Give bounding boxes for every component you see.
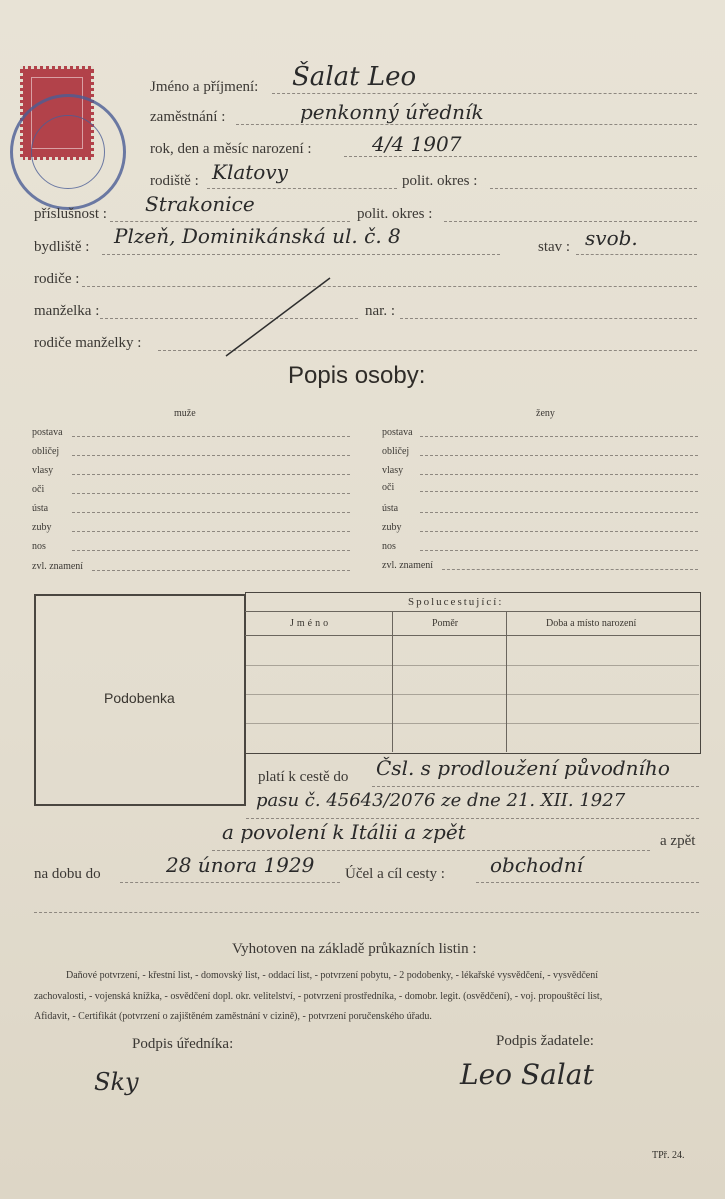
- documents-line: Afidavit, - Certifikát (potvrzení o zajištěném zaměstnání v cizině), - potvrzení poručenského úřadu.: [34, 1011, 432, 1022]
- birthplace-value: Klatovy: [212, 160, 288, 184]
- period-value: 28 února 1929: [166, 853, 315, 877]
- men-header: muže: [174, 408, 196, 419]
- women-field: oči: [382, 482, 395, 493]
- men-field: postava: [32, 427, 63, 438]
- strike-through-mark: [220, 270, 340, 360]
- status-value: svob.: [585, 226, 638, 250]
- status-label: stav :: [538, 239, 571, 255]
- district2-label: polit. okres :: [357, 206, 433, 222]
- women-field: ústa: [382, 503, 399, 514]
- birthplace-label: rodiště :: [150, 173, 199, 189]
- name-label: Jméno a příjmení:: [150, 79, 259, 95]
- validity-line3: a povolení k Itálii a zpět: [222, 820, 466, 844]
- companions-title: Spolucestující:: [408, 596, 504, 608]
- women-field: nos: [382, 541, 396, 552]
- and-back-label: a zpět: [660, 833, 696, 849]
- men-field: nos: [32, 541, 46, 552]
- cancellation-seal-icon: [10, 94, 126, 210]
- documents-line: zachovalosti, - vojenská knížka, - osvědčení dopl. okr. velitelství, - potvrzení prostředníka, - domobr. legit. (osvědčení), - voj. propouštěcí list,: [34, 991, 603, 1002]
- women-field: zuby: [382, 522, 402, 533]
- women-field: zvl. znamení: [382, 560, 434, 571]
- form-code: TPř. 24.: [652, 1150, 685, 1161]
- women-header: ženy: [536, 408, 555, 419]
- men-field: vlasy: [32, 465, 54, 476]
- valid-label: platí k cestě do: [258, 769, 349, 785]
- wife-label: manželka :: [34, 303, 100, 319]
- district-label: polit. okres :: [402, 173, 478, 189]
- name-value: Šalat Leo: [292, 62, 417, 92]
- documents-line: Daňové potvrzení, - křestní list, - domovský list, - oddací list, - potvrzení pobytu, - 2 podobenky, - lékařské vysvědčení, - vysvědčení: [66, 970, 599, 981]
- parents-label: rodiče :: [34, 271, 80, 287]
- wife-parents-label: rodiče manželky :: [34, 335, 142, 351]
- women-field: postava: [382, 427, 413, 438]
- column-header-relation: Poměr: [432, 618, 459, 629]
- women-field: obličej: [382, 446, 410, 457]
- valid-value: Čsl. s prodloužení původního: [376, 756, 670, 780]
- purpose-label: Účel a cíl cesty :: [345, 866, 445, 882]
- born-label: nar. :: [365, 303, 395, 319]
- issued-heading: Vyhotoven na základě průkazních listin :: [232, 941, 477, 957]
- applicant-signature: Leo Salat: [460, 1058, 594, 1091]
- citizenship-label: příslušnost :: [34, 206, 107, 222]
- validity-line2: pasu č. 45643/2076 ze dne 21. XII. 1927: [256, 790, 626, 811]
- period-label: na dobu do: [34, 866, 101, 882]
- revenue-stamp: [6, 60, 128, 210]
- women-field: vlasy: [382, 465, 404, 476]
- description-title: Popis osoby:: [288, 362, 426, 389]
- men-field: ústa: [32, 503, 49, 514]
- residence-value: Plzeň, Dominikánská ul. č. 8: [114, 224, 401, 248]
- column-header-birth: Doba a místo narození: [546, 618, 637, 629]
- photo-label: Podobenka: [104, 690, 175, 706]
- dob-label: rok, den a měsíc narození :: [150, 141, 312, 157]
- official-signature: Sky: [94, 1068, 139, 1096]
- citizenship-value: Strakonice: [145, 192, 255, 216]
- men-field: obličej: [32, 446, 60, 457]
- occupation-value: penkonný úředník: [300, 100, 484, 124]
- official-signature-label: Podpis úředníka:: [132, 1036, 234, 1052]
- applicant-signature-label: Podpis žadatele:: [496, 1033, 594, 1049]
- occupation-label: zaměstnání :: [150, 109, 226, 125]
- men-field: oči: [32, 484, 45, 495]
- dob-value: 4/4 1907: [372, 132, 462, 156]
- column-header-name: Jméno: [290, 618, 332, 629]
- residence-label: bydliště :: [34, 239, 90, 255]
- purpose-value: obchodní: [490, 853, 584, 877]
- men-field: zvl. znamení: [32, 561, 84, 572]
- men-field: zuby: [32, 522, 52, 533]
- companions-table: [245, 592, 701, 754]
